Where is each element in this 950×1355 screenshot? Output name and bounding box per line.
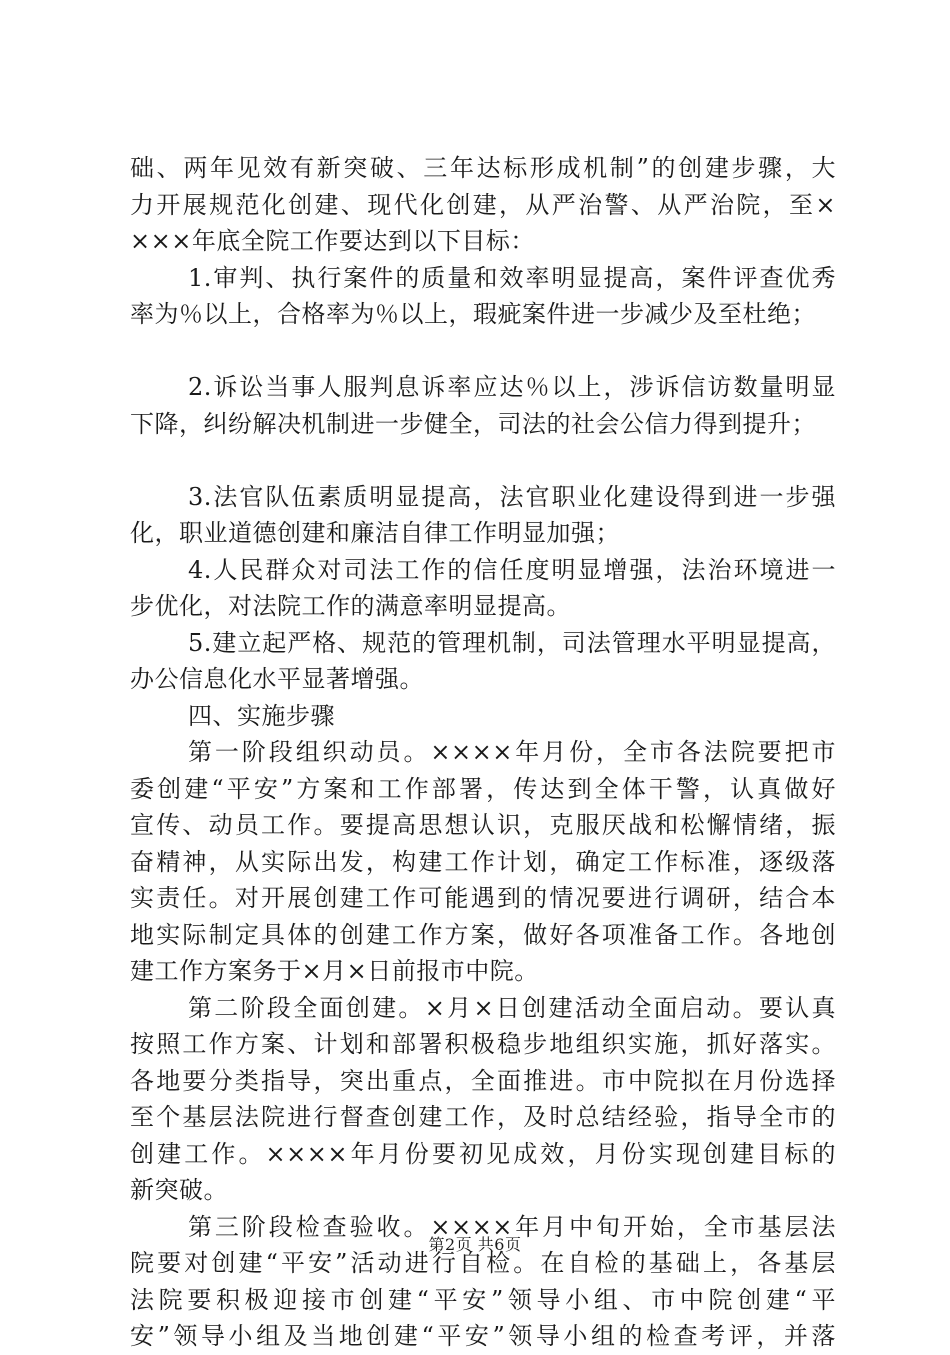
text-line: 第一阶段组织动员。××××年月份，全市各法院要把市 [188, 738, 836, 766]
text-line: 4.人民群众对司法工作的信任度明显增强，法治环境进一 [188, 555, 836, 584]
text-line: 下降，纠纷解决机制进一步健全，司法的社会公信力得到提升； [130, 409, 816, 438]
text-line: 第二阶段全面创建。×月×日创建活动全面启动。要认真 [188, 993, 836, 1022]
text-line: 宣传、动员工作。要提高思想认识，克服厌战和松懈情绪，振 [130, 811, 836, 839]
text-line: 安”领导小组及当地创建“平安”领导小组的检查考评，并落 [130, 1322, 836, 1350]
text-line: 1.审判、执行案件的质量和效率明显提高，案件评查优秀 [188, 263, 836, 292]
text-line: 实责任。对开展创建工作可能遇到的情况要进行调研，结合本 [130, 884, 836, 912]
paragraph-spacer [130, 333, 836, 370]
page-footer: 第2页 共6页 [428, 1235, 522, 1254]
text-line: 至个基层法院进行督查创建工作，及时总结经验，指导全市的 [130, 1103, 836, 1131]
text-line: 5.建立起严格、规范的管理机制，司法管理水平明显提高， [188, 628, 836, 657]
document-body [130, 150, 836, 1355]
text-line: 创建工作。××××年月份要初见成效，月份实现创建目标的 [130, 1139, 836, 1168]
text-line: 新突破。 [130, 1176, 228, 1204]
text-line: ×××年底全院工作要达到以下目标： [130, 227, 535, 255]
text-line: 办公信息化水平显著增强。 [130, 665, 424, 693]
text-line: 化，职业道德创建和廉洁自律工作明显加强； [130, 519, 620, 547]
text-line: 按照工作方案、计划和部署积极稳步地组织实施，抓好落实。 [130, 1030, 836, 1058]
text-line: 3.法官队伍素质明显提高，法官职业化建设得到进一步强 [188, 482, 836, 511]
text-line: 各地要分类指导，突出重点，全面推进。市中院拟在月份选择 [130, 1066, 836, 1095]
text-line: 步优化，对法院工作的满意率明显提高。 [130, 592, 571, 620]
text-line: 率为％以上，合格率为％以上，瑕疵案件进一步减少及至杜绝； [130, 300, 816, 328]
text-line: 四、实施步骤 [188, 701, 335, 730]
text-line: 第三阶段检查验收。××××年月中旬开始，全市基层法 [188, 1212, 836, 1241]
text-line: 力开展规范化创建、现代化创建，从严治警、从严治院，至× [130, 190, 836, 219]
text-line: 委创建“平安”方案和工作部署，传达到全体干警，认真做好 [130, 774, 836, 803]
text-line: 奋精神，从实际出发，构建工作计划，确定工作标准，逐级落 [130, 847, 836, 876]
text-line: 院要对创建“平安”活动进行自检。在自检的基础上，各基层 [130, 1249, 836, 1277]
text-line: 建工作方案务于×月×日前报市中院。 [130, 957, 539, 985]
paragraph-spacer [130, 442, 836, 479]
text-line: 础、两年见效有新突破、三年达标形成机制”的创建步骤，大 [130, 154, 836, 182]
text-line: 法院要积极迎接市创建“平安”领导小组、市中院创建“平 [130, 1285, 836, 1314]
text-line: 地实际制定具体的创建工作方案，做好各项准备工作。各地创 [130, 920, 836, 949]
text-line: 2.诉讼当事人服判息诉率应达％以上，涉诉信访数量明显 [188, 373, 836, 401]
